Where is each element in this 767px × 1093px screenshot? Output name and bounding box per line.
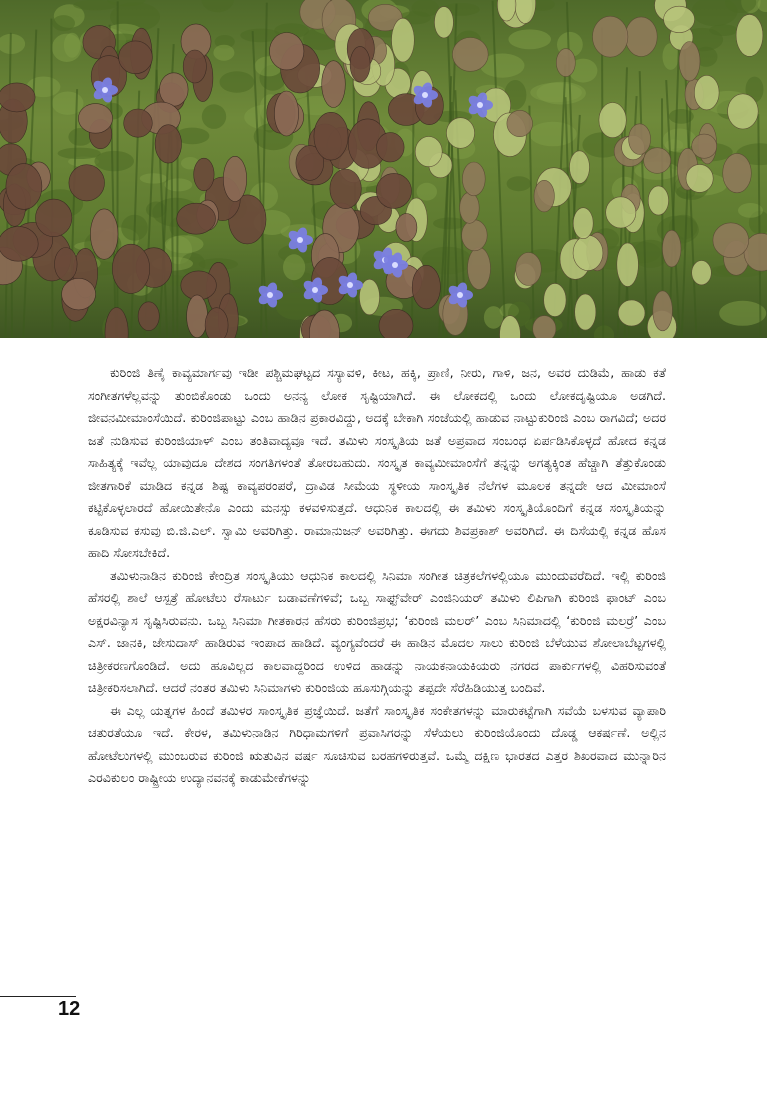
photo-canvas [0,0,767,338]
footer-rule [0,996,76,997]
page-number: 12 [58,998,81,1020]
paragraph-1: ಕುರಿಂಜಿ ತಿಣೈ ಕಾವ್ಯಮಾರ್ಗವು ಇಡೀ ಪಶ್ಚಿಮಘಟ್ಟದ ಸಸ್ಯಾವಳಿ, ಕೀಟ, ಹಕ್ಕಿ, ಪ್ರಾಣಿ, ನೀರು, ಗಾಳಿ, ಜನ, ಅವರ ದುಡಿಮೆ, ಹಾಡು ಕತೆ ಸಂಗೀತಗಳೆಲ್ಲವನ್ನು ತುಂಬಿಕೊಂಡು ಒಂದು ಅನನ್ಯ ಲೋಕ ಸೃಷ್ಟಿಯಾಗಿದೆ. ಈ ಲೋಕದಲ್ಲಿ ಒಂದು ಲೋಕದೃಷ್ಟಿಯೂ ಅಡಗಿದೆ. ಜೀವನಮೀಮಾಂಸೆಯಿದೆ. ಕುರಿಂಜಿಪಾಟ್ಟು ಎಂಬ ಹಾಡಿನ ಪ್ರಕಾರವಿದ್ದು, ಅದಕ್ಕೆ ಬೇಕಾಗಿ ಸಂಜೆಯಲ್ಲಿ ಹಾಡುವ ನಾಟ್ಟುಕುರಿಂಜಿ ಎಂಬ ರಾಗವಿದೆ; ಅದರ ಜತೆ ನುಡಿಸುವ ಕುರಿಂಜಿಯಾಳ್ ಎಂಬ ತಂತಿವಾದ್ಯವೂ ಇದೆ. ತಮಿಳು ಸಂಸ್ಕೃತಿಯ ಜತೆ ಅಪ್ರವಾದ ಸಂಬಂಧ ಏರ್ಪಡಿಸಿಕೊಳ್ಳದೆ ಹೋದ ಕನ್ನಡ ಸಾಹಿತ್ಯಕ್ಕೆ ಇವೆಲ್ಲ ಯಾವುದೂ ದೇಶದ ಸಂಗತಿಗಳಂತೆ ತೋರಬಹುದು. ಸಂಸ್ಕೃತ ಕಾವ್ಯಮೀಮಾಂಸೆಗೆ ತನ್ನನ್ನು ಅಗತ್ಯಕ್ಕಿಂತ ಹೆಚ್ಚಾಗಿ ತೆತ್ತುಕೊಂಡು ಜೀತಗಾರಿಕೆ ಮಾಡಿದ ಕನ್ನಡ ಶಿಷ್ಟ ಕಾವ್ಯಪರಂಪರೆ, ದ್ರಾವಿಡ ಸೀಮೆಯ ಸ್ಥಳೀಯ ಸಾಂಸ್ಕೃತಿಕ ನೆಲೆಗಳ ಮೂಲಕ ತನ್ನದೇ ಆದ ಮೀಮಾಂಸೆ ಕಟ್ಟಿಕೊಳ್ಳಲಾರದೆ ಹೋಯಿತೇನೊ ಎಂದು ಮನಸ್ಸು ಕಳವಳಿಸುತ್ತದೆ. ಆಧುನಿಕ ಕಾಲದಲ್ಲಿ ಈ ತಮಿಳು ಸಂಸ್ಕೃತಿಯೊಂದಿಗೆ ಕನ್ನಡ ಸಂಸ್ಕೃತಿಯನ್ನು ಕೂಡಿಸುವ ಕಸುವು ಬಿ.ಜಿ.ಎಲ್. ಸ್ವಾಮಿ ಅವರಿಗಿತ್ತು. ರಾಮಾನುಜನ್ ಅವರಿಗಿತ್ತು. ಈಗದು ಶಿವಪ್ರಕಾಶ್ ಅವರಿಗಿದೆ. ಈ ದಿಸೆಯಲ್ಲಿ ಕನ್ನಡ ಹೊಸ ಹಾದಿ ಸೋಸಬೇಕಿದೆ. [88,365,666,560]
paragraph-2: ತಮಿಳುನಾಡಿನ ಕುರಿಂಜಿ ಕೇಂದ್ರಿತ ಸಂಸ್ಕೃತಿಯು ಆಧುನಿಕ ಕಾಲದಲ್ಲಿ ಸಿನಿಮಾ ಸಂಗೀತ ಚಿತ್ರಕಲೆಗಳಲ್ಲಿಯೂ ಮುಂದುವರೆದಿದೆ. ಇಲ್ಲಿ ಕುರಿಂಜಿ ಹೆಸರಲ್ಲಿ ಶಾಲೆ ಆಸ್ಪತ್ರೆ ಹೋಟೆಲು ರೆಸಾರ್ಟು ಬಡಾವಣೆಗಳಿವೆ; ಒಬ್ಬ ಸಾಫ್ಟ್‌ವೇರ್ ಎಂಜಿನಿಯರ್ ತಮಿಳು ಲಿಪಿಗಾಗಿ ಕುರಿಂಜಿ ಫಾಂಟ್ ಎಂಬ ಅಕ್ಷರವಿನ್ಯಾಸ ಸೃಷ್ಟಿಸಿರುವನು. ಒಬ್ಬ ಸಿನಿಮಾ ಗೀತಕಾರನ ಹೆಸರು ಕುರಿಂಜಿಪ್ರಭ; ‘ಕುರಿಂಜಿ ಮಲರ್’ ಎಂಬ ಸಿನಿಮಾದಲ್ಲಿ ‘ಕುರಿಂಜಿ ಮಲರ್ರೆ’ ಎಂಬ ಎಸ್. ಜಾನಕಿ, ಜೇಸುದಾಸ್ ಹಾಡಿರುವ ಇಂಪಾದ ಹಾಡಿದೆ. ವ್ಯಂಗ್ಯವೆಂದರೆ ಈ ಹಾಡಿನ ಮೊದಲ ಸಾಲು ಕುರಿಂಜಿ ಬೆಳೆಯುವ ಶೋಲಾಬೆಟ್ಟಗಳಲ್ಲಿ ಚಿತ್ರೀಕರಣಗೊಂಡಿದೆ. ಅದು ಹೂವಿಲ್ಲದ ಕಾಲವಾದ್ದರಿಂದ ಉಳಿದ ಹಾಡನ್ನು ನಾಯಕನಾಯಕಿಯರು ನಗರದ ಪಾರ್ಕುಗಳಲ್ಲಿ ವಿಹರಿಸುವಂತೆ ಚಿತ್ರೀಕರಿಸಲಾಗಿದೆ. ಆದರೆ ನಂತರ ತಮಿಳು ಸಿನಿಮಾಗಳು ಕುರಿಂಜಿಯ ಹೂಸುಗ್ಗಿಯನ್ನು ತಪ್ಪದೇ ಸೆರೆಹಿಡಿಯುತ್ತ ಬಂದಿವೆ. [88,567,666,695]
kurinji-flowers-photo [0,0,767,338]
article-body [88,362,666,790]
paragraph-3: ಈ ಎಲ್ಲ ಯತ್ನಗಳ ಹಿಂದೆ ತಮಿಳರ ಸಾಂಸ್ಕೃತಿಕ ಪ್ರಜ್ಞೆಯಿದೆ. ಜತೆಗೆ ಸಾಂಸ್ಕೃತಿಕ ಸಂಕೇತಗಳನ್ನು ಮಾರುಕಟ್ಟೆಗಾಗಿ ಸವೆಯೆ ಬಳಸುವ ವ್ಯಾಪಾರಿ ಚತುರತೆಯೂ ಇದೆ. ಕೇರಳ, ತಮಿಳುನಾಡಿನ ಗಿರಿಧಾಮಗಳಿಗೆ ಪ್ರವಾಸಿಗರನ್ನು ಸೆಳೆಯಲು ಕುರಿಂಜಿಯೊಂದು ದೊಡ್ಡ ಆಕರ್ಷಣೆ. ಅಲ್ಲಿನ ಹೋಟೆಲುಗಳಲ್ಲಿ ಮುಂಬರುವ ಕುರಿಂಜಿ ಋತುವಿನ ವರ್ಷ ಸೂಚಿಸುವ ಬರಹಗಳಿರುತ್ತವೆ. ಒಮ್ಮೆ ದಕ್ಷಿಣ ಭಾರತದ ಎತ್ತರ ಶಿಖರವಾದ ಮುನ್ನಾರಿನ ಎರವಿಕುಲಂ ರಾಷ್ಟ್ರೀಯ ಉದ್ಯಾನವನಕ್ಕೆ ಕಾಡುಮೇಕೆಗಳನ್ನು [88,702,666,785]
